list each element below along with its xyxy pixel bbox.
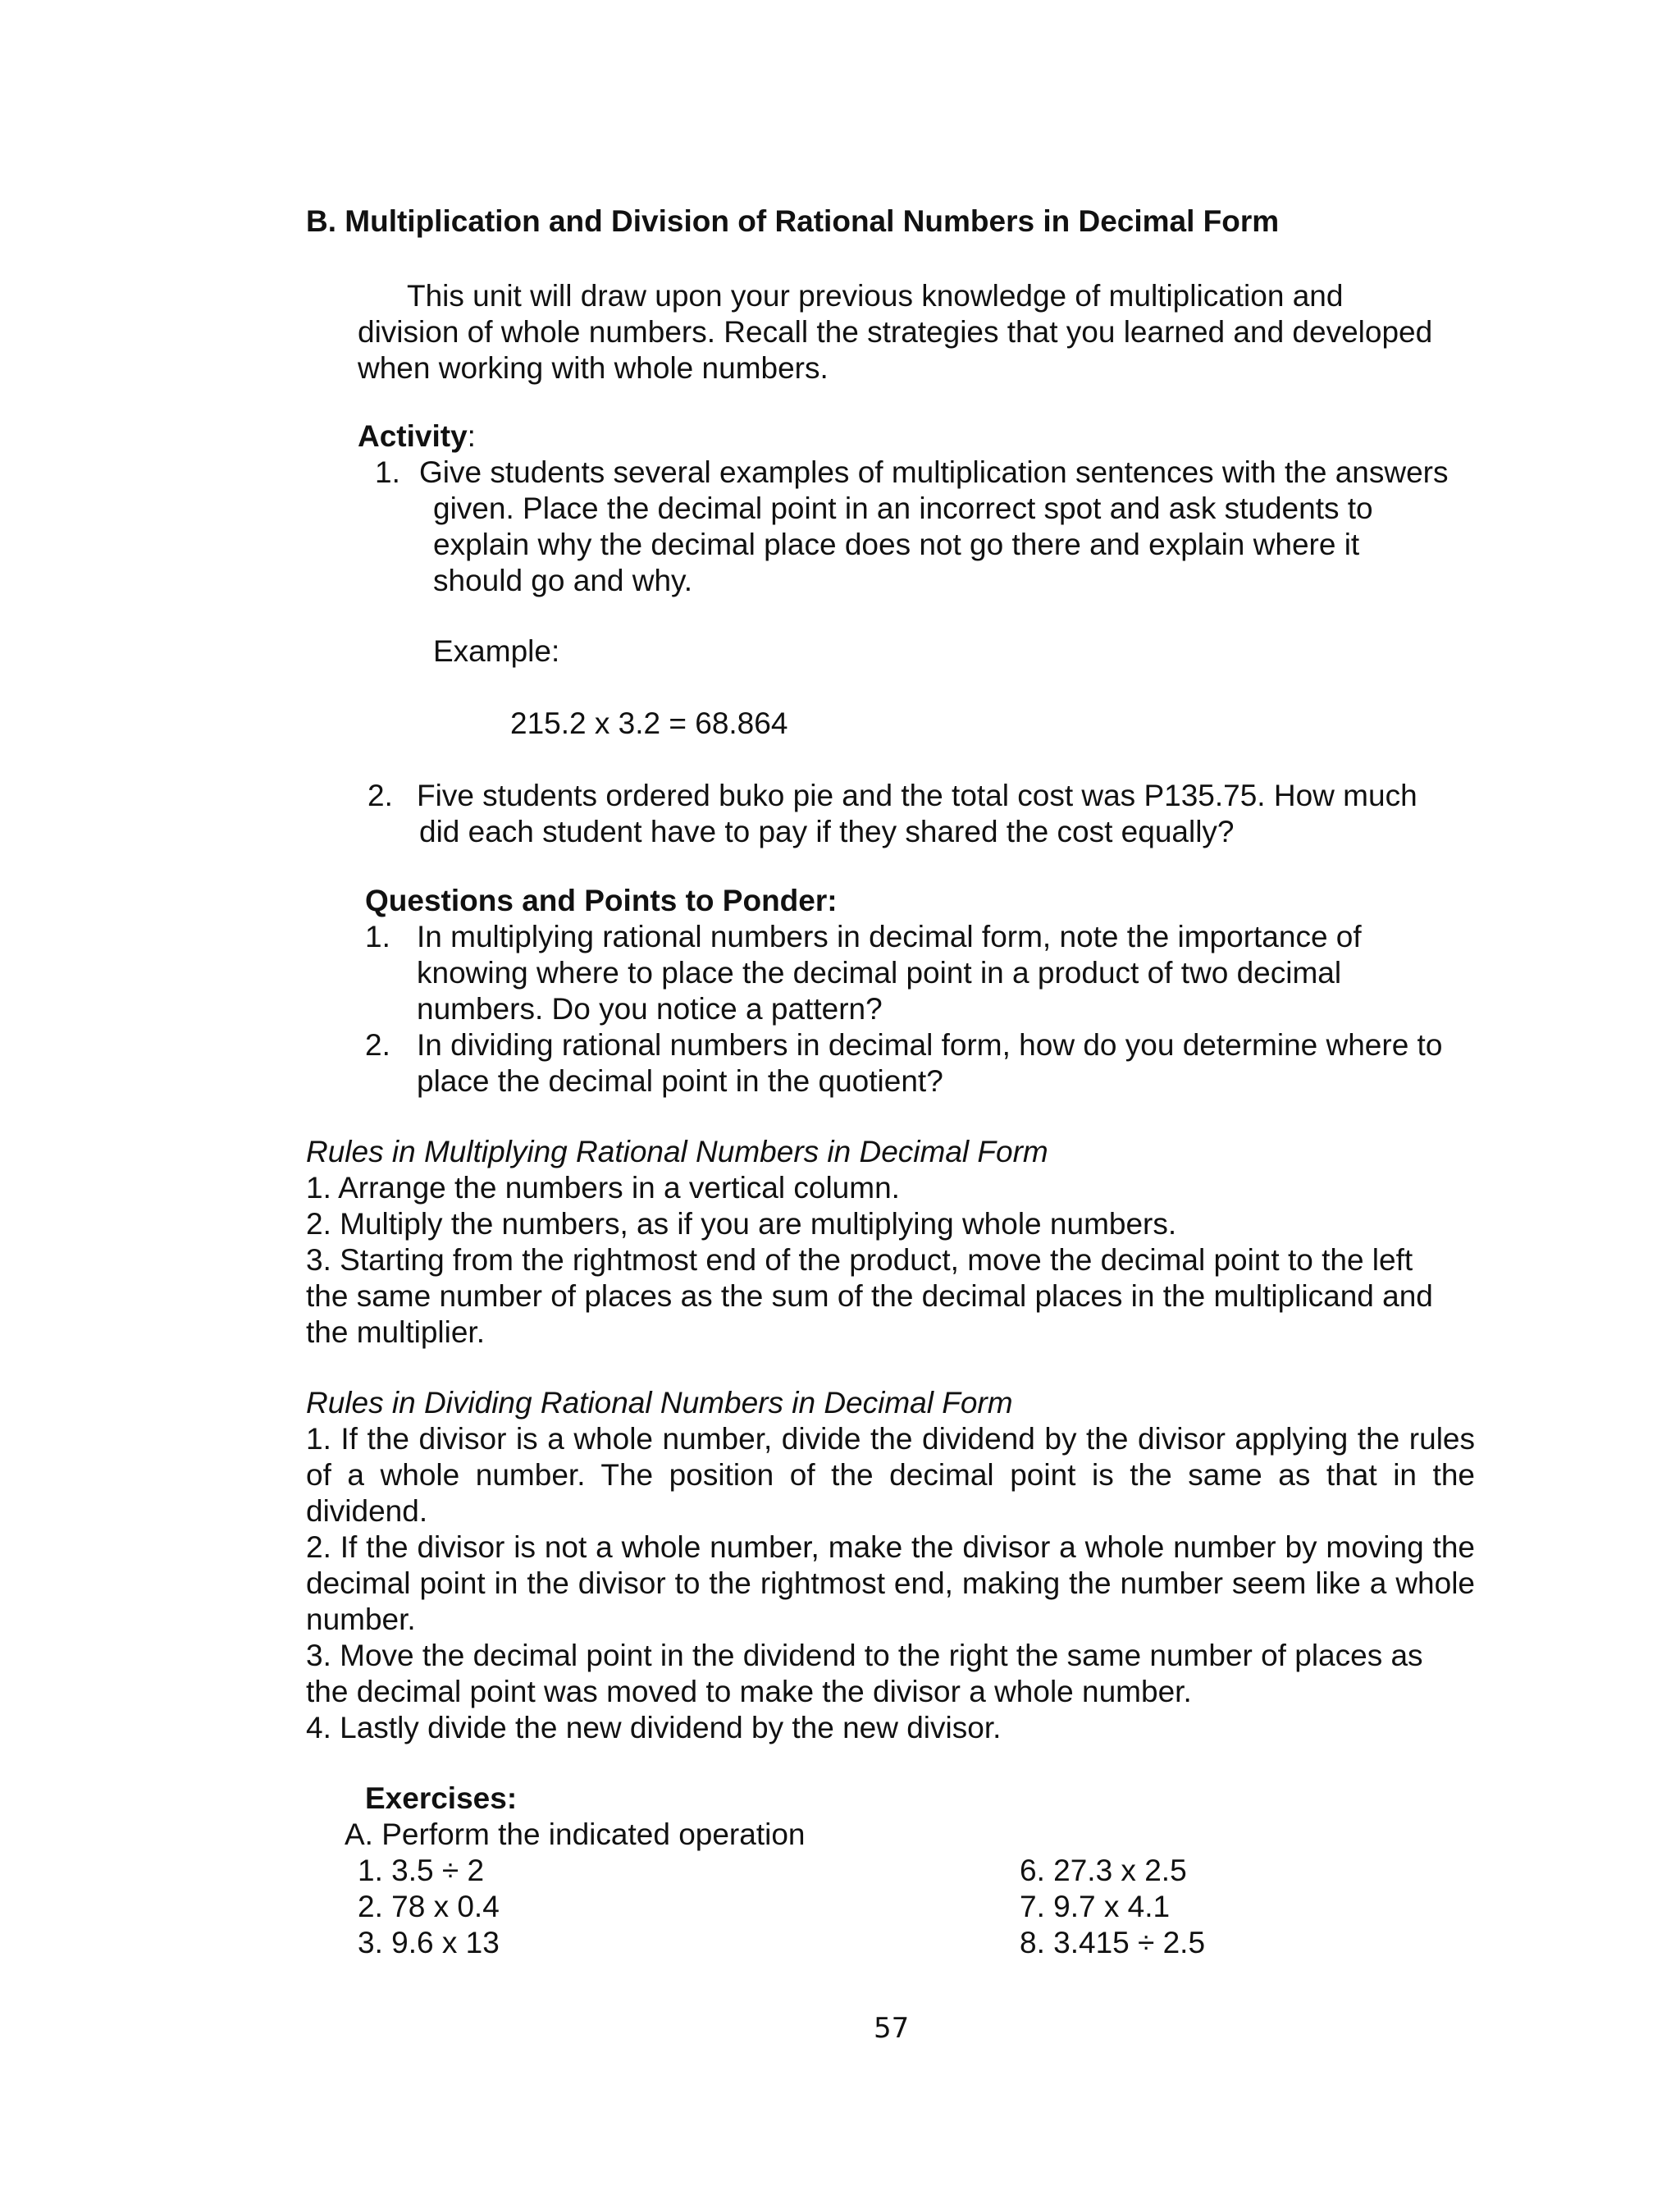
activity-heading bbox=[358, 418, 476, 455]
exercises-part-a: A. Perform the indicated operation bbox=[345, 1817, 806, 1851]
activity-item-1-line-4: should go and why. bbox=[433, 564, 693, 597]
question-1-line-1: In multiplying rational numbers in decimal form, note the importance of bbox=[417, 920, 1362, 953]
activity-item-2-number: 2. bbox=[368, 779, 393, 812]
activity-heading-text: Activity bbox=[358, 419, 468, 453]
multiply-rule-line-4: the same number of places as the sum of the decimal places in the multiplicand and bbox=[306, 1279, 1433, 1313]
example-label: Example: bbox=[433, 634, 560, 668]
activity-item-2-line-1: Five students ordered buko pie and the total cost was P135.75. How much bbox=[417, 779, 1418, 812]
activity-item-2-line-2: did each student have to pay if they shared the cost equally? bbox=[419, 815, 1235, 848]
question-1-line-3: numbers. Do you notice a pattern? bbox=[417, 992, 883, 1026]
activity-item-1-line-1: Give students several examples of multiplication sentences with the answers bbox=[419, 455, 1449, 489]
exercise-item-6: 6. 27.3 x 2.5 bbox=[1020, 1854, 1187, 1887]
page-number: 57 bbox=[874, 2012, 910, 2045]
divide-rule-4: 4. Lastly divide the new dividend by the new divisor. bbox=[306, 1711, 1002, 1744]
exercise-item-3: 3. 9.6 x 13 bbox=[358, 1926, 500, 1959]
multiply-rule-line-3: 3. Starting from the rightmost end of the product, move the decimal point to the left bbox=[306, 1243, 1413, 1277]
exercise-item-7: 7. 9.7 x 4.1 bbox=[1020, 1890, 1171, 1923]
divide-rule-3-line-2: the decimal point was moved to make the divisor a whole number. bbox=[306, 1675, 1192, 1708]
exercise-item-8: 8. 3.415 ÷ 2.5 bbox=[1020, 1926, 1206, 1959]
intro-line-1: This unit will draw upon your previous knowledge of multiplication and bbox=[407, 279, 1344, 313]
multiply-rule-line-2: 2. Multiply the numbers, as if you are multiplying whole numbers. bbox=[306, 1207, 1177, 1241]
activity-item-1-number: 1. bbox=[375, 455, 400, 489]
exercise-item-2: 2. 78 x 0.4 bbox=[358, 1890, 500, 1923]
divide-rule-1: 1. If the divisor is a whole number, divide the dividend by the divisor applying the rules of a whole number. The position of the decimal point is the same as that in the dividend. bbox=[306, 1422, 1475, 1528]
question-1-number: 1. bbox=[365, 920, 390, 953]
question-2-line-2: place the decimal point in the quotient? bbox=[417, 1064, 943, 1098]
divide-rule-2: 2. If the divisor is not a whole number, make the divisor a whole number by moving the decimal point in the divisor to the rightmost end, making the number seem like a whole number. bbox=[306, 1530, 1475, 1636]
example-equation: 215.2 x 3.2 = 68.864 bbox=[510, 706, 788, 740]
section-title: B. Multiplication and Division of Rational Numbers in Decimal Form bbox=[306, 204, 1280, 238]
multiply-rules-heading: Rules in Multiplying Rational Numbers in Decimal Form bbox=[306, 1135, 1048, 1168]
question-1-line-2: knowing where to place the decimal point in a product of two decimal bbox=[417, 956, 1342, 990]
exercises-heading: Exercises: bbox=[365, 1781, 518, 1815]
exercise-item-1: 1. 3.5 ÷ 2 bbox=[358, 1854, 485, 1887]
activity-item-1-line-3: explain why the decimal place does not go there and explain where it bbox=[433, 528, 1360, 561]
question-2-number: 2. bbox=[365, 1028, 390, 1062]
divide-rule-3-line-1: 3. Move the decimal point in the dividend to the right the same number of places as bbox=[306, 1639, 1423, 1672]
question-2-line-1: In dividing rational numbers in decimal form, how do you determine where to bbox=[417, 1028, 1443, 1062]
activity-item-1-line-2: given. Place the decimal point in an incorrect spot and ask students to bbox=[433, 491, 1373, 525]
intro-line-2: division of whole numbers. Recall the strategies that you learned and developed bbox=[358, 315, 1433, 349]
activity-heading-colon: : bbox=[467, 419, 476, 453]
multiply-rule-line-1: 1. Arrange the numbers in a vertical column. bbox=[306, 1171, 900, 1205]
divide-rules-heading: Rules in Dividing Rational Numbers in Decimal Form bbox=[306, 1386, 1013, 1420]
multiply-rule-line-5: the multiplier. bbox=[306, 1315, 485, 1349]
questions-heading: Questions and Points to Ponder: bbox=[365, 884, 838, 917]
intro-line-3: when working with whole numbers. bbox=[358, 351, 829, 385]
